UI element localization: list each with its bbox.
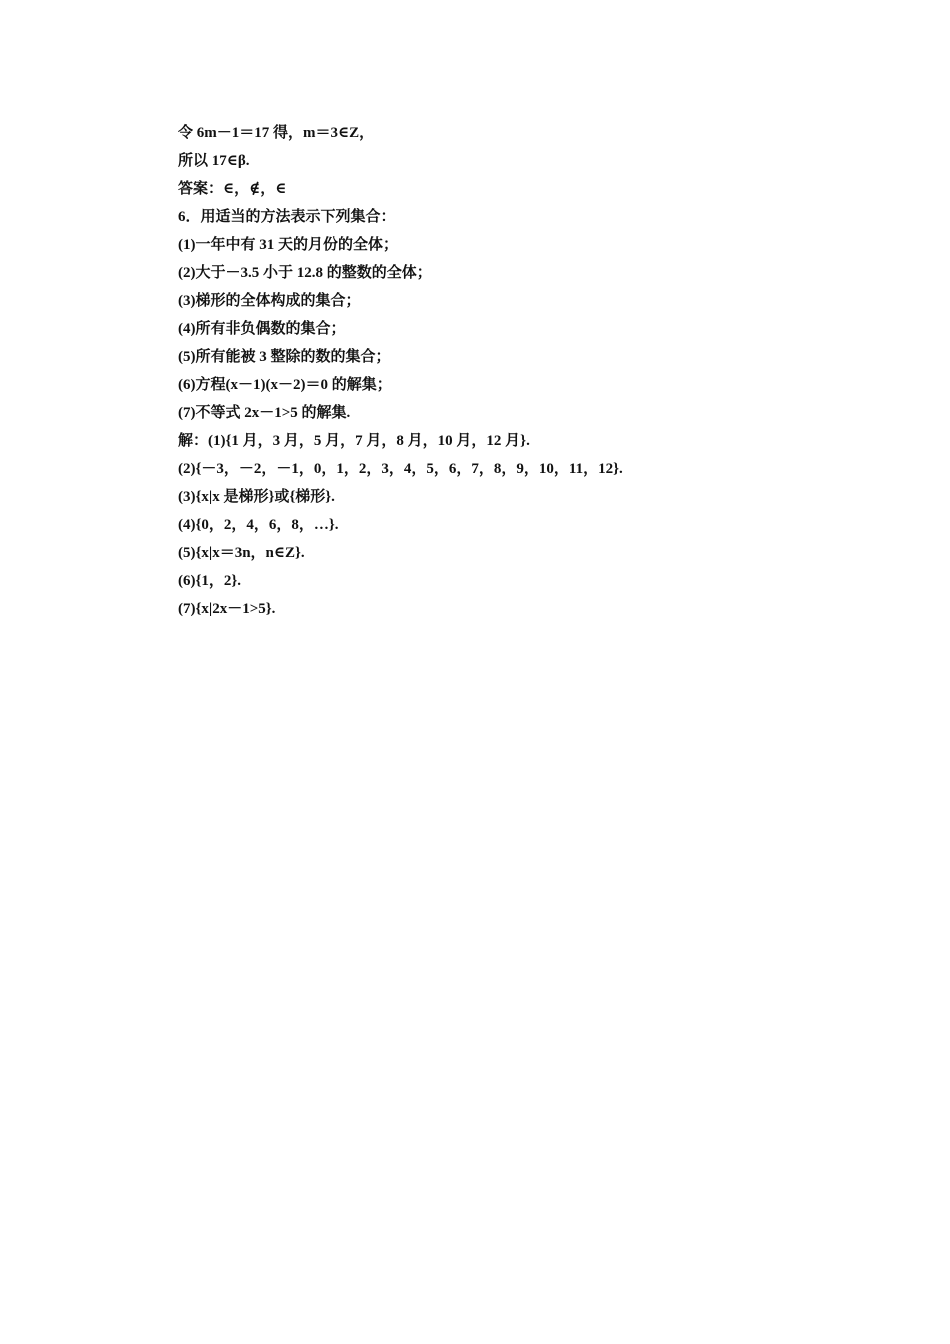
- question-6-item-3: (3)梯形的全体构成的集合；: [178, 293, 361, 309]
- solution-item-5: (5){x|x＝3n，n∈Z}.: [178, 545, 305, 561]
- solution-item-3: (3){x|x 是梯形}或{梯形}.: [178, 489, 335, 505]
- question-6-item-1: (1)一年中有 31 天的月份的全体；: [178, 237, 398, 253]
- text-line-1: 令 6m－1＝17 得，m＝3∈Z，: [178, 125, 375, 141]
- solution-item-2: (2){－3，－2，－1，0，1，2，3，4，5，6，7，8，9，10，11，12}.: [178, 461, 623, 477]
- question-6-item-7: (7)不等式 2x－1>5 的解集.: [178, 405, 351, 421]
- question-6-item-6: (6)方程(x－1)(x－2)＝0 的解集；: [178, 377, 392, 393]
- solution-item-7: (7){x|2x－1>5}.: [178, 601, 276, 617]
- question-6-item-5: (5)所有能被 3 整除的数的集合；: [178, 349, 391, 365]
- solution-item-6: (6){1，2}.: [178, 573, 242, 589]
- question-6-title: 6．用适当的方法表示下列集合：: [178, 209, 396, 225]
- solution-item-4: (4){0，2，4，6，8，…}.: [178, 517, 339, 533]
- document-body: [178, 122, 798, 626]
- text-line-2: 所以 17∈β.: [178, 153, 250, 169]
- question-6-item-4: (4)所有非负偶数的集合；: [178, 321, 346, 337]
- question-6-item-2: (2)大于－3.5 小于 12.8 的整数的全体；: [178, 265, 432, 281]
- solution-item-1: 解：(1){1 月，3 月，5 月，7 月，8 月，10 月，12 月}.: [178, 433, 530, 449]
- answer-line: 答案：∈，∉，∈: [178, 181, 287, 197]
